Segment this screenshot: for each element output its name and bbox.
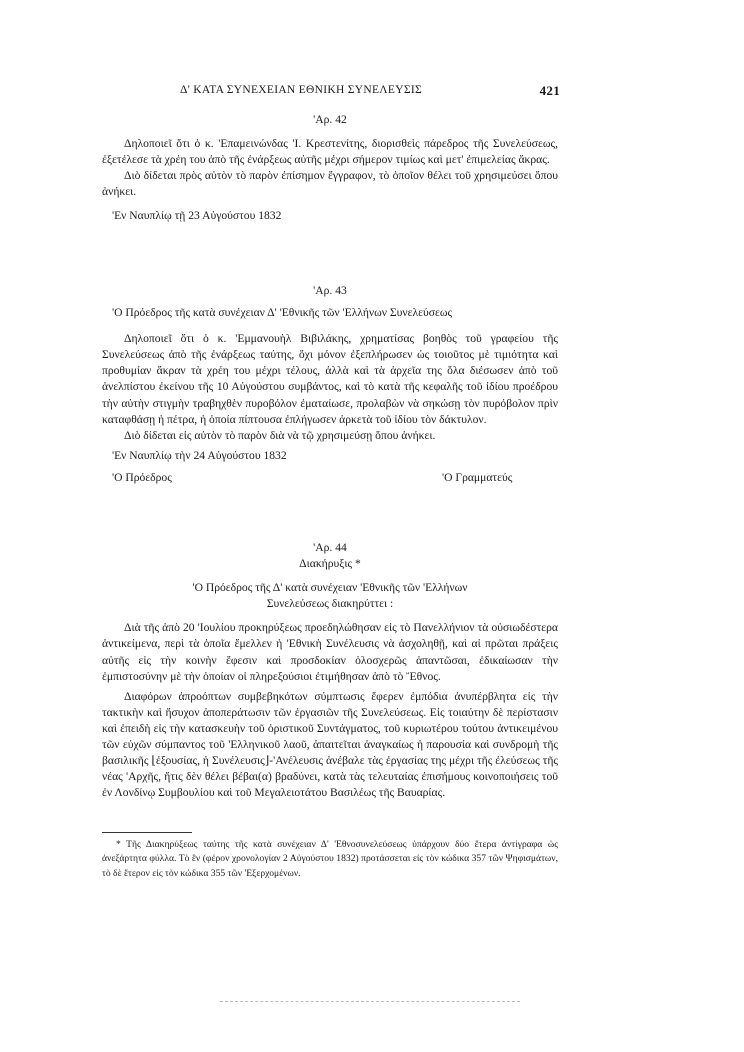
paragraph: Διὸ δίδεται πρὸς αὐτὸν τὸ παρὸν ἐπίσημον ἔγγραφον, τὸ ὁποῖον θέλει τοῦ χρησιμεύσει ὅπου ἀνήκει. (102, 169, 558, 199)
running-head: Δ' ΚΑΤΑ ΣΥΝΕΧΕΙΑΝ ΕΘΝΙΚΗ ΣΥΝΕΛΕΥΣΙΣ (180, 84, 422, 96)
footnote-text: * Τῆς Διακηρύξεως ταύτης τῆς κατὰ συνέχειαν Δ' 'Εθνοσυνελεύσεως ὑπάρχουν δύο ἕτερα ἀντίγραφα ὡς ἀνεξάρτητα φύλλα. Τὸ ἓν (φέρον χρονολογίαν 2 Αὐγούστου 1832) προτάσσεται εἰς τὸν κώδικα 357 τῶν Ψηφισμάτων, τὸ δὲ ἕτερον εἰς τὸν κώδικα 355 τῶν 'Εξερχομένων. (102, 839, 558, 879)
place-date: 'Εν Ναυπλίῳ τῇ 23 Αὐγούστου 1832 (112, 209, 282, 223)
paragraph: Διὸ δίδεται εἰς αὐτὸν τὸ παρὸν διὰ νὰ τῷ χρησιμεύσῃ ὅπου ἀνήκει. (124, 428, 436, 442)
paragraph: Δηλοποιεῖ ὅτι ὁ κ. 'Εμμανουὴλ Βιβιλάκης, χρηματίσας βοηθὸς τοῦ γραφείου τῆς Συνελεύσεως ἀπὸ τῆς ἐνάρξεως ταύτης, ὄχι μόνον ἐξεπλήρωσεν ὡς τοιοῦτος μὲ τιμιότητα καὶ προθυμίαν ἄκραν τὰ χρέη του μέχρι τέλους, ἀλλὰ καὶ τὰ ἀρχεῖα της ὅλα διέσωσεν ἀπὸ τοῦ ἀνελπίστου ἐκείνου τῆς 10 Αὐγούστου συμβάντος, καὶ τὸ κατὰ τῆς κεφαλῆς τοῦ ἰδίου προέδρου τὴν αὐτὴν στιγμὴν τραβηχθὲν πυροβόλον ἐματαίωσε, προλαβὼν νὰ σηκώσῃ τὸν πυρόβολον πρὶν καταφθάσῃ ἡ πέτρα, ἡ ὁποία πίπτουσα ἐπλήγωσεν ἀρκετὰ τοῦ ἰδίου τὸν δάκτυλον. (102, 332, 558, 426)
paragraph: Διαφόρων ἀπροόπτων συμβεβηκότων σύμπτωσις ἔφερεν ἐμπόδια ἀνυπέρβλητα εἰς τὴν τακτικὴν καὶ ἥσυχον ἀποπεράτωσιν τῶν ἐργασιῶν τῆς Συνελεύσεως. Εἰς τοιαύτην δὲ περίστασιν καὶ ἐπειδὴ εἰς τὴν κατασκευὴν τοῦ ὁριστικοῦ Συντάγματος, τοῦ κυριωτέρου τούτου ἀντικειμένου τῶν εὐχῶν σύμπαντος τοῦ 'Ελληνικοῦ λαοῦ, ἀπαιτεῖται ἀναγκαίως ἡ παρουσία καὶ συνδρομὴ τῆς βασιλικῆς ⌊ἐξουσίας, ἡ Συνέλευσις⌋-'Ανέλευσις ἀνέβαλε τὰς ἐργασίας της μέχρι τῆς ἐλεύσεως τῆς νέας 'Αρχῆς, ἥτις δὲν θέλει βέβαι(α) βραδύνει, κατὰ τὰς τελευταίας ἐπισήμους κοινοποιήσεις τοῦ ἐν Λονδίνῳ Συμβουλίου καὶ τοῦ Μεγαλειοτάτου Βασιλέως τῆς Βαυαρίας. (102, 689, 558, 800)
document-number: 'Αρ. 44 (313, 541, 347, 554)
scan-artifact-line (220, 1001, 520, 1002)
footnote-rule (102, 832, 192, 833)
paragraph: Δηλοποιεῖ ὅτι ὁ κ. 'Επαμεινώνδας 'Ι. Κρεστενίτης, διορισθεὶς πάρεδρος τῆς Συνελεύσεως, ἐξετέλεσε τὰ χρέη του ἀπὸ τῆς ἐνάρξεως αὐτῆς μέχρι σήμερον τιμίως καὶ μετ' ἐπιμελείας ἄκρας. (102, 137, 558, 167)
page-number: 421 (539, 83, 560, 98)
document-42 (102, 112, 558, 225)
signature-row (102, 470, 558, 488)
signature-secretary: 'Ο Γραμματεύς (442, 470, 513, 484)
document-title: Διακήρυξις * (299, 557, 361, 571)
page-header (100, 84, 560, 100)
document-44 (102, 540, 558, 801)
footnote (102, 838, 558, 881)
place-date: 'Εν Ναυπλίῳ τὴν 24 Αὐγούστου 1832 (112, 448, 287, 462)
issuer-line: 'Ο Πρόεδρος τῆς Δ' κατὰ συνέχειαν 'Εθνικῆς τῶν 'Ελλήνων (192, 581, 468, 595)
paragraph: Διὰ τῆς ἀπὸ 20 'Ιουλίου προκηρύξεως προεδηλώθησαν εἰς τὸ Πανελλήνιον τὰ οὐσιωδέστερα ἀντικείμενα, περὶ τὰ ὁποῖα ἔμελλεν ἡ 'Εθνικὴ Συνέλευσις νὰ ἀσχοληθῇ, καὶ αἱ πρῶται πράξεις αὐτῆς εἰς τὴν κοινὴν ἔφεσιν καὶ προσδοκίαν ὁλοσχερῶς ἀπαντῶσαι, ἐδικαίωσαν τὴν ἐμπιστοσύνην μὲ τὴν ὁποίαν οἱ πληρεξούσιοι ἐτιμήθησαν ἀπὸ τὸ Ἔθνος. (102, 621, 558, 683)
document-43 (102, 283, 558, 488)
issuer-line: Συνελεύσεως διακηρύττει : (266, 597, 394, 611)
document-number: 'Αρ. 43 (313, 284, 347, 297)
signature-president: 'Ο Πρόεδρος (112, 470, 172, 484)
document-number: 'Αρ. 42 (313, 113, 347, 126)
issuer-line: 'Ο Πρόεδρος τῆς κατὰ συνέχειαν Δ' 'Εθνικῆς τῶν 'Ελλήνων Συνελεύσεως (112, 306, 453, 320)
